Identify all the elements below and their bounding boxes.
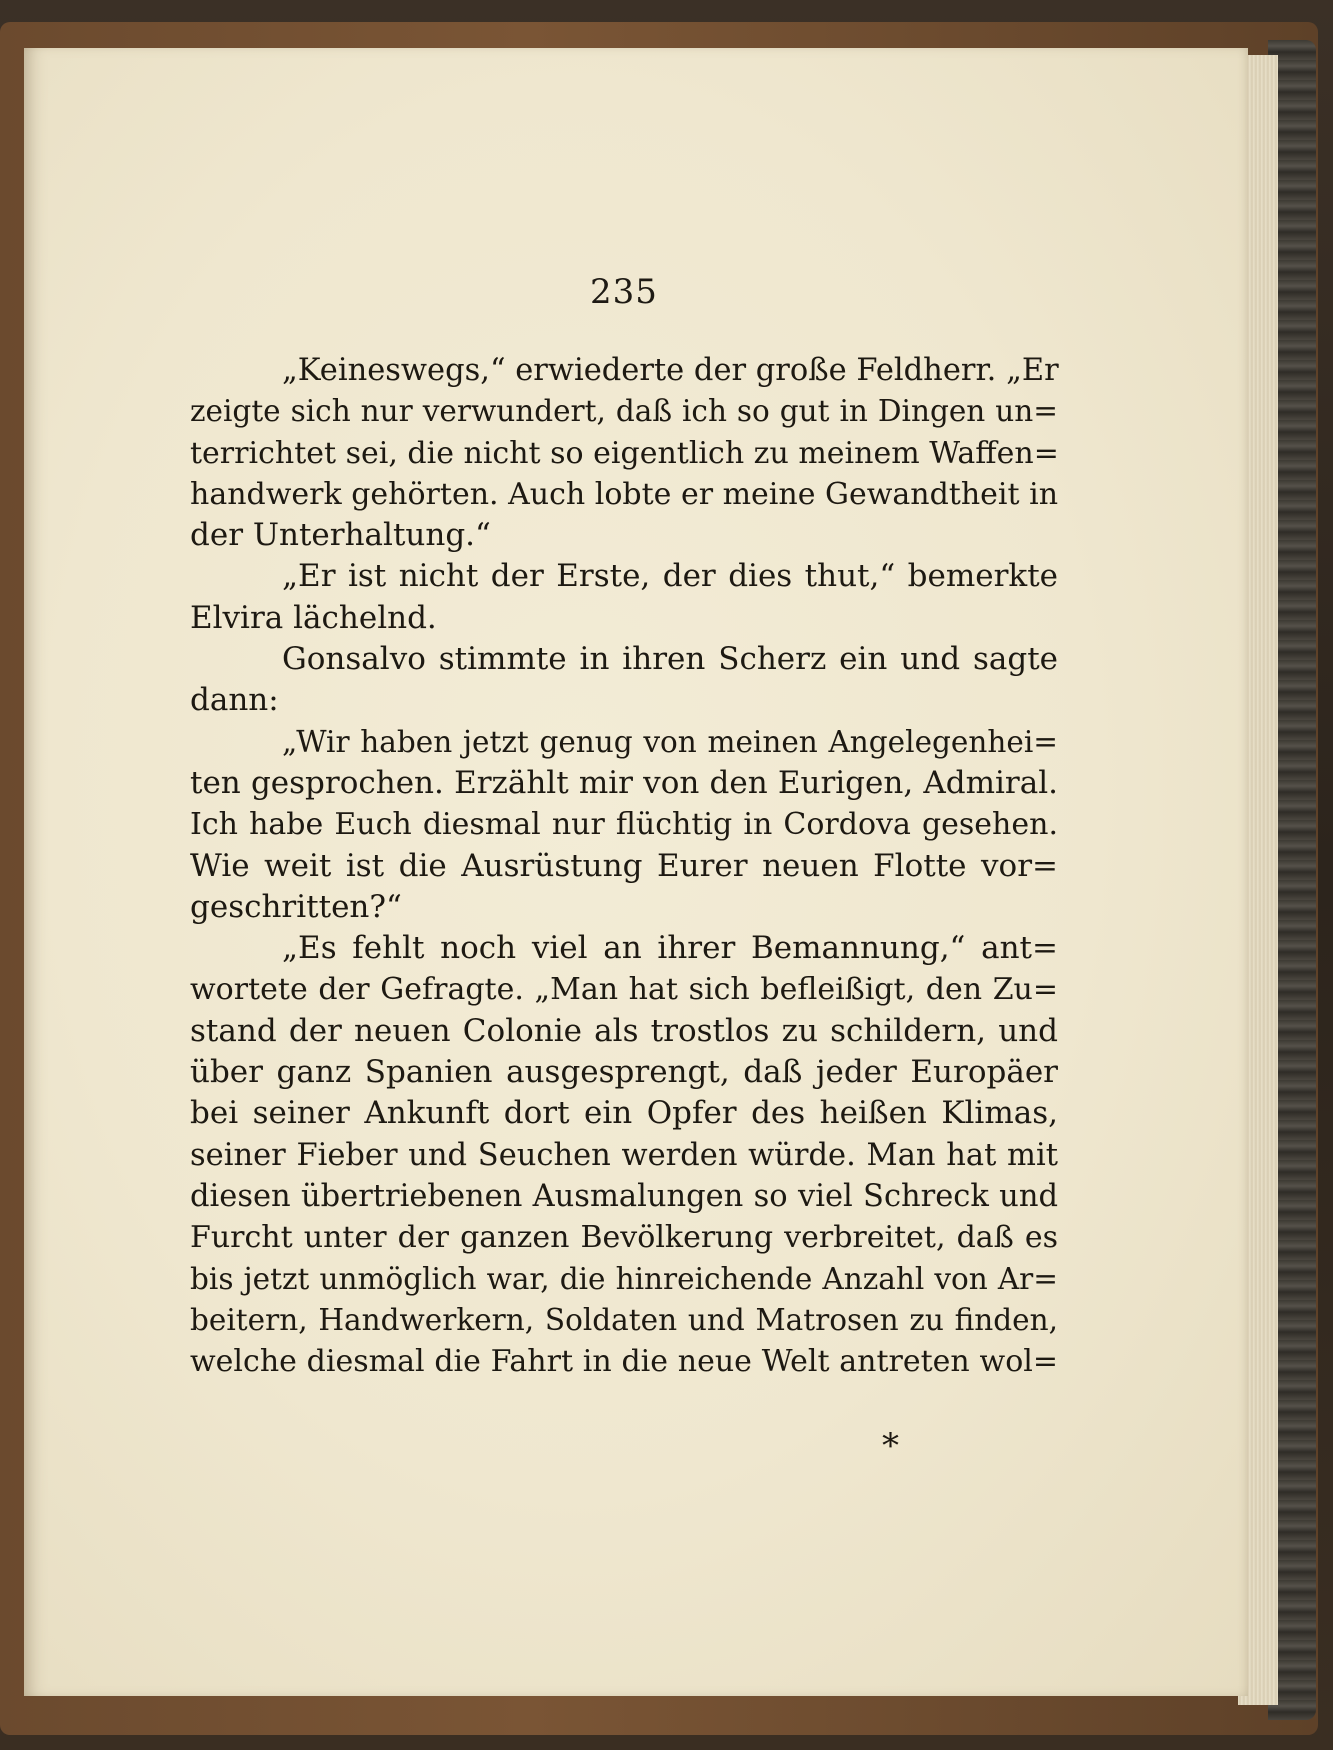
- text-line: diesen übertriebenen Ausmalungen so viel Schreck und: [190, 1178, 1058, 1214]
- text-line: welche diesmal die Fahrt in die neue Welt antreten wol=: [190, 1344, 1058, 1380]
- text-line: „Es fehlt noch viel an ihrer Bemannung,“ ant=: [282, 930, 1058, 967]
- text-line: der Unterhaltung.“: [190, 517, 491, 554]
- text-line: handwerk gehörten. Auch lobte er meine Gewandtheit in: [190, 476, 1059, 512]
- signature-mark: *: [882, 1426, 899, 1466]
- text-line: über ganz Spanien ausgesprengt, daß jeder Europäer: [190, 1054, 1058, 1091]
- text-line: „Er ist nicht der Erste, der dies thut,“ bemerkte: [282, 558, 1058, 595]
- text-line: dann:: [190, 682, 279, 719]
- text-line: Wie weit ist die Ausrüstung Eurer neuen Flotte vor=: [190, 847, 1058, 884]
- text-line: stand der neuen Colonie als trostlos zu schildern, und: [190, 1012, 1058, 1049]
- text-line: ten gesprochen. Erzählt mir von den Eurigen, Admiral.: [190, 764, 1058, 801]
- text-line: seiner Fieber und Seuchen werden würde. Man hat mit: [190, 1137, 1058, 1173]
- text-line: wortete der Gefragte. „Man hat sich befleißigt, den Zu=: [190, 972, 1058, 1008]
- text-line: Gonsalvo stimmte in ihren Scherz ein und sagte: [282, 641, 1058, 678]
- text-line: Ich habe Euch diesmal nur flüchtig in Cordova gesehen.: [190, 807, 1058, 843]
- text-line: geschritten?“: [190, 888, 402, 925]
- text-line: beitern, Handwerkern, Soldaten und Matrosen zu finden,: [190, 1302, 1058, 1337]
- page-number: 235: [590, 272, 658, 312]
- text-line: Elvira lächelnd.: [190, 599, 437, 636]
- book-page: [24, 48, 1248, 1696]
- text-line: terrichtet sei, die nicht so eigentlich zu meinem Waffen=: [190, 435, 1059, 471]
- body-text: [190, 350, 1058, 1382]
- text-line: bis jetzt unmöglich war, die hinreichende Anzahl von Ar=: [190, 1261, 1058, 1296]
- text-line: Furcht unter der ganzen Bevölkerung verbreitet, daß es: [190, 1220, 1058, 1256]
- text-line: bei seiner Ankunft dort ein Opfer des heißen Klimas,: [190, 1095, 1058, 1132]
- text-line: „Keineswegs,“ erwiederte der große Feldherr. „Er: [282, 353, 1059, 388]
- text-line: zeigte sich nur verwundert, daß ich so gut in Dingen un=: [190, 394, 1058, 429]
- text-line: „Wir haben jetzt genug von meinen Angelegenhei=: [282, 724, 1058, 759]
